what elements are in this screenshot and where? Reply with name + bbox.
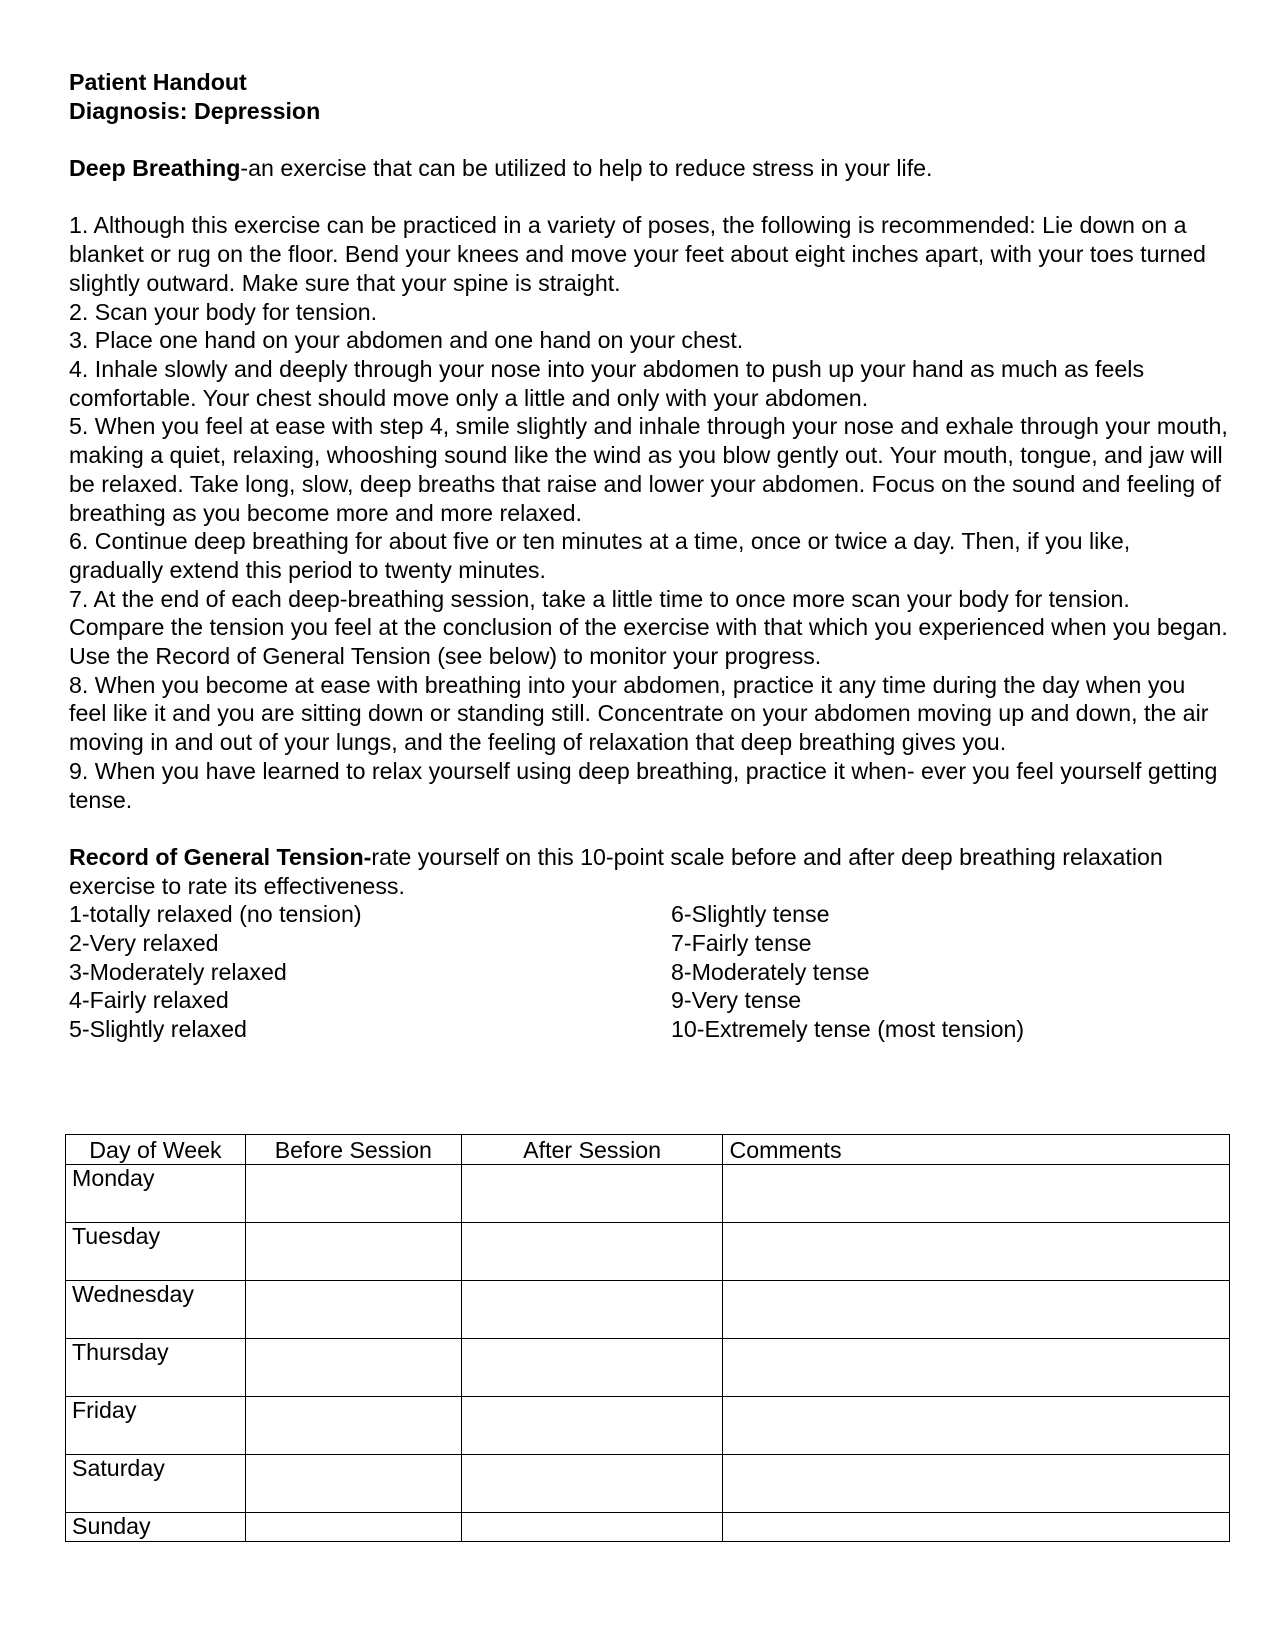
step-5: 5. When you feel at ease with step 4, smile slightly and inhale through your nose and exhale through your mouth, making a quiet, relaxing, whooshing sound like the wind as you blow gently out. Your mouth, tongue, and jaw will be relaxed. Take long, slow, deep breaths that raise and lower your abdomen. Focus on the sound and feeling of breathing as you become more and more relaxed.: [69, 413, 1228, 526]
scale-tense-column: [671, 900, 1191, 1044]
day-cell: Monday: [66, 1165, 246, 1223]
after-session-cell[interactable]: [461, 1397, 723, 1455]
record-term: Record of General Tension-: [69, 843, 372, 870]
day-cell: Saturday: [66, 1455, 246, 1513]
tension-log-table: [65, 1134, 1230, 1542]
before-session-cell[interactable]: [245, 1455, 461, 1513]
intro-term: Deep Breathing: [69, 155, 241, 182]
handout-page: [69, 68, 1229, 1044]
record-paragraph: [69, 843, 1229, 900]
step-2: 2. Scan your body for tension.: [69, 298, 378, 325]
before-session-cell[interactable]: [245, 1223, 461, 1281]
scale-item: 8-Moderately tense: [671, 958, 870, 985]
header-after-session: After Session: [461, 1135, 723, 1165]
step-6: 6. Continue deep breathing for about five or ten minutes at a time, once or twice a day. Then, if you like, gradually extend this period to twenty minutes.: [69, 528, 1131, 583]
table-row: [66, 1165, 1230, 1223]
after-session-cell[interactable]: [461, 1223, 723, 1281]
before-session-cell[interactable]: [245, 1397, 461, 1455]
table-row: [66, 1455, 1230, 1513]
scale-item: 4-Fairly relaxed: [69, 987, 229, 1014]
before-session-cell[interactable]: [245, 1513, 461, 1542]
header-comments: Comments: [723, 1135, 1230, 1165]
steps-list: [69, 211, 1229, 814]
step-7: 7. At the end of each deep-breathing session, take a little time to once more scan your body for tension. Compare the tension you feel at the conclusion of the exercise with that which you experienced when you began. Use the Record of General Tension (see below) to monitor your progress.: [69, 585, 1228, 670]
scale-item: 6-Slightly tense: [671, 901, 830, 928]
before-session-cell[interactable]: [245, 1165, 461, 1223]
tension-scale: [69, 900, 1229, 1044]
comments-cell[interactable]: [723, 1223, 1230, 1281]
after-session-cell[interactable]: [461, 1455, 723, 1513]
comments-cell[interactable]: [723, 1397, 1230, 1455]
diagnosis-line: Diagnosis: Depression: [69, 97, 321, 124]
header-day-of-week: Day of Week: [66, 1135, 246, 1165]
after-session-cell[interactable]: [461, 1513, 723, 1542]
day-cell: Friday: [66, 1397, 246, 1455]
header-before-session: Before Session: [245, 1135, 461, 1165]
step-4: 4. Inhale slowly and deeply through your nose into your abdomen to push up your hand as much as feels comfortable. Your chest should move only a little and only with your abdomen.: [69, 356, 1145, 411]
comments-cell[interactable]: [723, 1455, 1230, 1513]
scale-item: 2-Very relaxed: [69, 930, 219, 957]
table-row: [66, 1513, 1230, 1542]
step-1: 1. Although this exercise can be practiced in a variety of poses, the following is recommended: Lie down on a blanket or rug on the floor. Bend your knees and move your feet about eight inches apart, with your toes turned slightly outward. Make sure that your spine is straight.: [69, 212, 1206, 296]
day-cell: Wednesday: [66, 1281, 246, 1339]
after-session-cell[interactable]: [461, 1339, 723, 1397]
before-session-cell[interactable]: [245, 1281, 461, 1339]
step-3: 3. Place one hand on your abdomen and one hand on your chest.: [69, 327, 744, 354]
scale-item: 3-Moderately relaxed: [69, 958, 287, 985]
table-row: [66, 1281, 1230, 1339]
intro-paragraph: [69, 154, 1229, 183]
scale-item: 9-Very tense: [671, 987, 802, 1014]
comments-cell[interactable]: [723, 1513, 1230, 1542]
scale-relaxed-column: [69, 900, 671, 1044]
scale-item: 1-totally relaxed (no tension): [69, 901, 362, 928]
table-header-row: [66, 1135, 1230, 1165]
step-8: 8. When you become at ease with breathing into your abdomen, practice it any time during the day when you feel like it and you are sitting down or standing still. Concentrate on your abdomen moving up and down, the air moving in and out of your lungs, and the feeling of relaxation that deep breathing gives you.: [69, 671, 1209, 756]
spacer: [69, 125, 1229, 154]
comments-cell[interactable]: [723, 1339, 1230, 1397]
table-row: [66, 1339, 1230, 1397]
after-session-cell[interactable]: [461, 1165, 723, 1223]
day-cell: Sunday: [66, 1513, 246, 1542]
spacer: [69, 183, 1229, 212]
comments-cell[interactable]: [723, 1165, 1230, 1223]
record-description: rate yourself on this 10-point scale before and after deep breathing relaxation exercise to rate its effectiveness.: [69, 843, 1163, 899]
before-session-cell[interactable]: [245, 1339, 461, 1397]
spacer: [69, 814, 1229, 843]
scale-item: 10-Extremely tense (most tension): [671, 1016, 1025, 1043]
comments-cell[interactable]: [723, 1281, 1230, 1339]
handout-title: Patient Handout: [69, 69, 247, 95]
scale-item: 5-Slightly relaxed: [69, 1016, 247, 1043]
scale-item: 7-Fairly tense: [671, 930, 812, 957]
day-cell: Thursday: [66, 1339, 246, 1397]
intro-definition: -an exercise that can be utilized to help to reduce stress in your life.: [240, 155, 933, 182]
step-9: 9. When you have learned to relax yourself using deep breathing, practice it when- ever you feel yourself getting tense.: [69, 757, 1218, 813]
table-row: [66, 1223, 1230, 1281]
after-session-cell[interactable]: [461, 1281, 723, 1339]
day-cell: Tuesday: [66, 1223, 246, 1281]
table-row: [66, 1397, 1230, 1455]
